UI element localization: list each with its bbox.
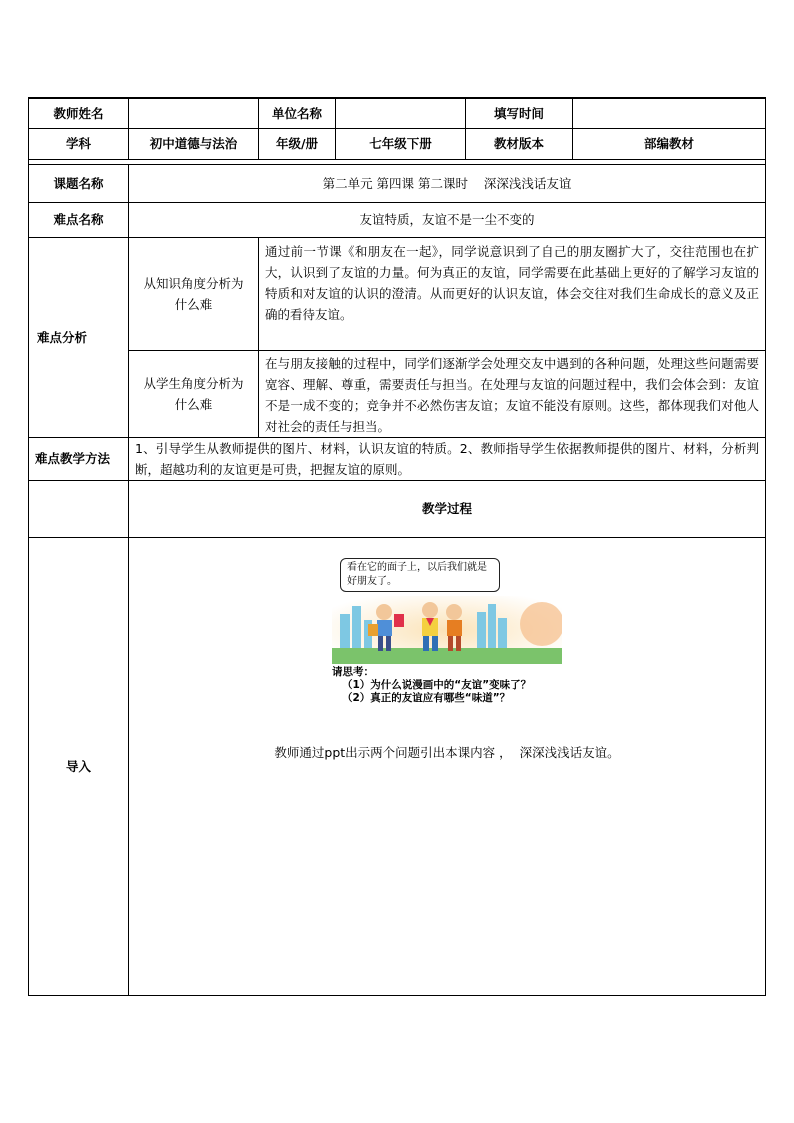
lesson-name-label: 课题名称 — [29, 164, 129, 202]
intro-label: 导入 — [29, 537, 129, 995]
teacher-value[interactable] — [129, 98, 259, 128]
unit-label: 单位名称 — [259, 98, 336, 128]
grass-ground — [332, 648, 562, 664]
unit-value[interactable] — [336, 98, 466, 128]
cartoon-illustration — [332, 558, 562, 708]
subject-value: 初中道德与法治 — [129, 128, 259, 159]
method-label: 难点教学方法 — [29, 437, 129, 480]
knowledge-analysis-label: 从知识角度分析为什么难 — [129, 237, 259, 350]
lesson-name-row — [29, 164, 766, 202]
process-title-row — [29, 480, 766, 537]
grade-value: 七年级下册 — [336, 128, 466, 159]
student-analysis-row — [29, 350, 766, 437]
intro-text: 教师通过ppt出示两个问题引出本课内容 ， 深深浅浅话友谊。 — [274, 744, 620, 760]
knowledge-analysis-row — [29, 237, 766, 350]
question-2: （2）真正的友谊应有哪些“味道”？ — [342, 691, 511, 704]
header-row-2 — [29, 128, 766, 159]
student-analysis-label: 从学生角度分析为什么难 — [129, 350, 259, 437]
think-label: 请思考： — [332, 665, 374, 678]
subject-label: 学科 — [29, 128, 129, 159]
sun-shape — [520, 602, 562, 646]
process-title: 教学过程 — [129, 480, 766, 537]
header-row-1 — [29, 98, 766, 128]
difficulty-name-row — [29, 202, 766, 237]
analysis-label: 难点分析 — [29, 237, 129, 437]
grade-label: 年级/册 — [259, 128, 336, 159]
edition-value: 部编教材 — [573, 128, 766, 159]
knowledge-analysis-text: 通过前一节课《和朋友在一起》，同学说意识到了自己的朋友圈扩大了，交往范围也在扩大，认识到了友谊的力量。何为真正的友谊，同学需要在此基础上更好的了解学习友谊的特质和对友谊的认识的澄清。从而更好的认识友谊，体会交往对我们生命成长的意义及正确的看待友谊。 — [259, 237, 766, 350]
speech-bubble: 看在它的面子上，以后我们就是好朋友了。 — [340, 558, 500, 592]
question-1: （1）为什么说漫画中的“友谊”变味了？ — [342, 678, 532, 691]
difficulty-name-label: 难点名称 — [29, 202, 129, 237]
edition-label: 教材版本 — [466, 128, 573, 159]
intro-content — [129, 537, 766, 995]
fill-time-label: 填写时间 — [466, 98, 573, 128]
lesson-plan — [28, 97, 765, 996]
intro-row — [29, 537, 766, 995]
process-blank-cell — [29, 480, 129, 537]
lesson-name-value: 第二单元 第四课 第二课时 深深浅浅话友谊 — [129, 164, 766, 202]
gift-card — [394, 614, 404, 627]
difficulty-name-value: 友谊特质，友谊不是一尘不变的 — [129, 202, 766, 237]
student-analysis-text: 在与朋友接触的过程中，同学们逐渐学会处理交友中遇到的各种问题，处理这些问题需要宽容、理解、尊重，需要责任与担当。在处理与友谊的问题过程中，我们会体会到：友谊不是一成不变的；竞争并不必然伤害友谊；友谊不能没有原则。这些，都体现我们对他人对社会的责任与担当。 — [259, 350, 766, 437]
teacher-label: 教师姓名 — [29, 98, 129, 128]
fill-time-value[interactable] — [573, 98, 766, 128]
method-text: 1、引导学生从教师提供的图片、材料，认识友谊的特质。2、教师指导学生依据教师提供的图片、材料，分析判断，超越功利的友谊更是可贵，把握友谊的原则。 — [129, 437, 766, 480]
cartoon-scene — [332, 596, 562, 664]
lesson-plan-table — [28, 97, 766, 996]
method-row — [29, 437, 766, 480]
